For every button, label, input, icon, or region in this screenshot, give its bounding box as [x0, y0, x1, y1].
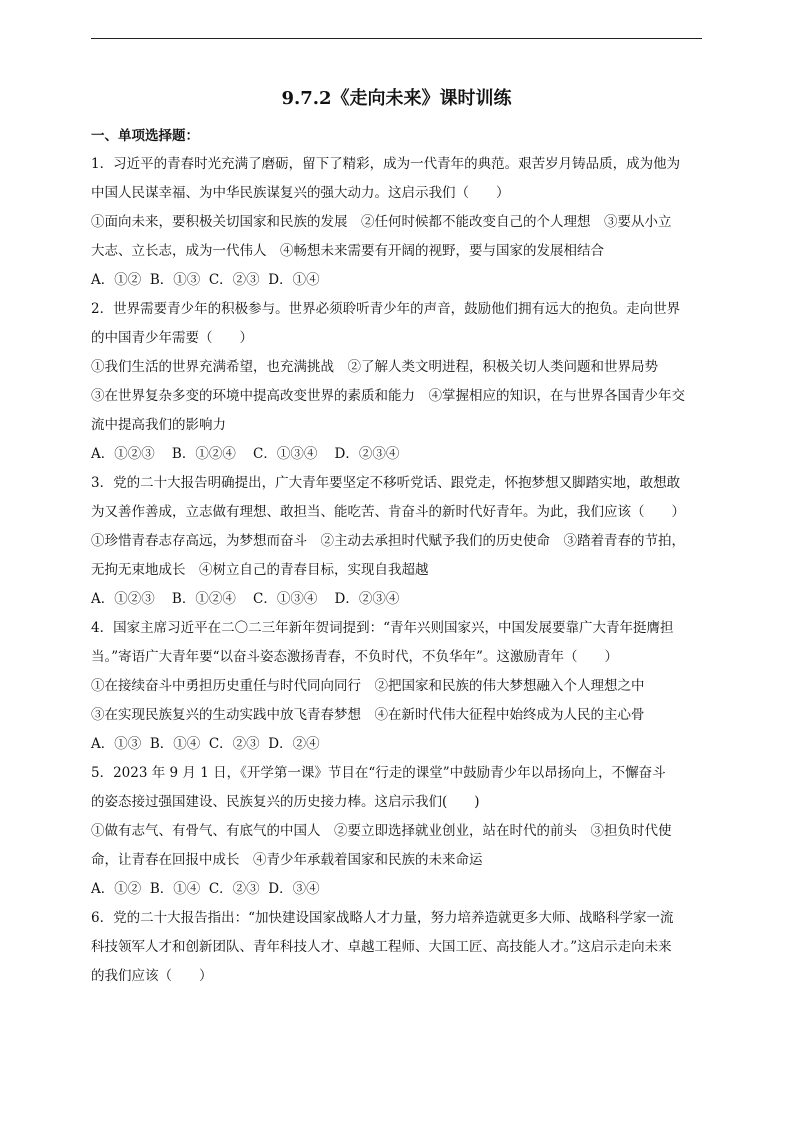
question-stem-line: 的中国青少年需要（ ）	[91, 330, 253, 346]
statement-line: 大志、立长志，成为一代伟人 ④畅想未来需要有开阔的视野，要与国家的发展相结合	[91, 243, 604, 259]
statement-line: 流中提高我们的影响力	[91, 417, 226, 433]
question-stem-line: 为又善作善成，立志做有理想、敢担当、能吃苦、肯奋斗的新时代好青年。为此，我们应该（ ）	[91, 504, 685, 520]
question-stem-line: 3．党的二十大报告明确提出，广大青年要坚定不移听党话、跟党走，怀抱梦想又脚踏实地，敢想敢	[91, 475, 681, 491]
question-1	[91, 150, 702, 295]
question-stem-line: 1．习近平的青春时光充满了磨砺，留下了精彩，成为一代青年的典范。艰苦岁月铸品质，成为他为	[91, 156, 681, 172]
question-stem-line: 的姿态接过强国建设、民族复兴的历史接力棒。这启示我们( )	[91, 794, 480, 810]
document-body	[91, 86, 702, 991]
question-5	[91, 759, 702, 904]
statement-line: 无拘无束地成长 ④树立自己的青春目标，实现自我超越	[91, 562, 429, 578]
statement-line: ③在实现民族复兴的生动实践中放飞青春梦想 ④在新时代伟大征程中始终成为人民的主心骨	[91, 707, 645, 723]
answer-choices: A．①②③ B．①②④ C．①③④ D．②③④	[91, 591, 400, 607]
answer-choices: A．①② B．①④ C．②③ D．③④	[91, 881, 320, 897]
question-stem-line: 科技领军人才和创新团队、青年科技人才、卓越工程师、大国工匠、高技能人才。”这启示走向未来	[91, 939, 672, 955]
question-stem-line: 的我们应该（ ）	[91, 968, 213, 984]
question-stem-line: 4．国家主席习近平在二〇二三年新年贺词提到：“青年兴则国家兴，中国发展要靠广大青年挺膺担	[91, 620, 674, 636]
question-2	[91, 295, 702, 469]
document-title: 9.7.2《走向未来》课时训练	[281, 88, 512, 109]
question-4	[91, 614, 702, 759]
question-stem-line: 6．党的二十大报告指出：“加快建设国家战略人才力量，努力培养造就更多大师、战略科学家一流	[91, 910, 674, 926]
question-stem-line: 中国人民谋幸福、为中华民族谋复兴的强大动力。这启示我们（ ）	[91, 185, 510, 201]
statement-line: ①在接续奋斗中勇担历史重任与时代同向同行 ②把国家和民族的伟大梦想融入个人理想之中	[91, 678, 645, 694]
answer-choices: A．①②③ B．①②④ C．①③④ D．②③④	[91, 446, 400, 462]
header-rule	[91, 38, 702, 39]
question-stem-line: 当。”寄语广大青年要“以奋斗姿态激扬青春，不负时代，不负华年”。这激励青年（ ）	[91, 649, 618, 665]
section-heading: 一、单项选择题：	[91, 128, 199, 144]
statement-line: ①面向未来，要积极关切国家和民族的发展 ②任何时候都不能改变自己的个人理想 ③要从小立	[91, 214, 672, 230]
statement-line: ③在世界复杂多变的环境中提高改变世界的素质和能力 ④掌握相应的知识，在与世界各国青少年交	[91, 388, 685, 404]
answer-choices: A．①② B．①③ C．②③ D．①④	[91, 272, 320, 288]
statement-line: ①珍惜青春志存高远，为梦想而奋斗 ②主动去承担时代赋予我们的历史使命 ③踏着青春的节拍，	[91, 533, 685, 549]
question-stem-line: 5．2023 年 9 月 1 日，《开学第一课》节目在“行走的课堂”中鼓励青少年以昂扬向上，不懈奋斗	[91, 765, 666, 781]
question-3	[91, 469, 702, 614]
answer-choices: A．①③ B．①④ C．②③ D．②④	[91, 736, 320, 752]
statement-line: 命，让青春在回报中成长 ④青少年承载着国家和民族的未来命运	[91, 852, 483, 868]
question-stem-line: 2．世界需要青少年的积极参与。世界必须聆听青少年的声音，鼓励他们拥有远大的抱负。走向世界	[91, 301, 681, 317]
statement-line: ①做有志气、有骨气、有底气的中国人 ②要立即选择就业创业，站在时代的前头 ③担负时代使	[91, 823, 672, 839]
question-6	[91, 904, 702, 991]
statement-line: ①我们生活的世界充满希望，也充满挑战 ②了解人类文明进程，积极关切人类问题和世界局势	[91, 359, 658, 375]
